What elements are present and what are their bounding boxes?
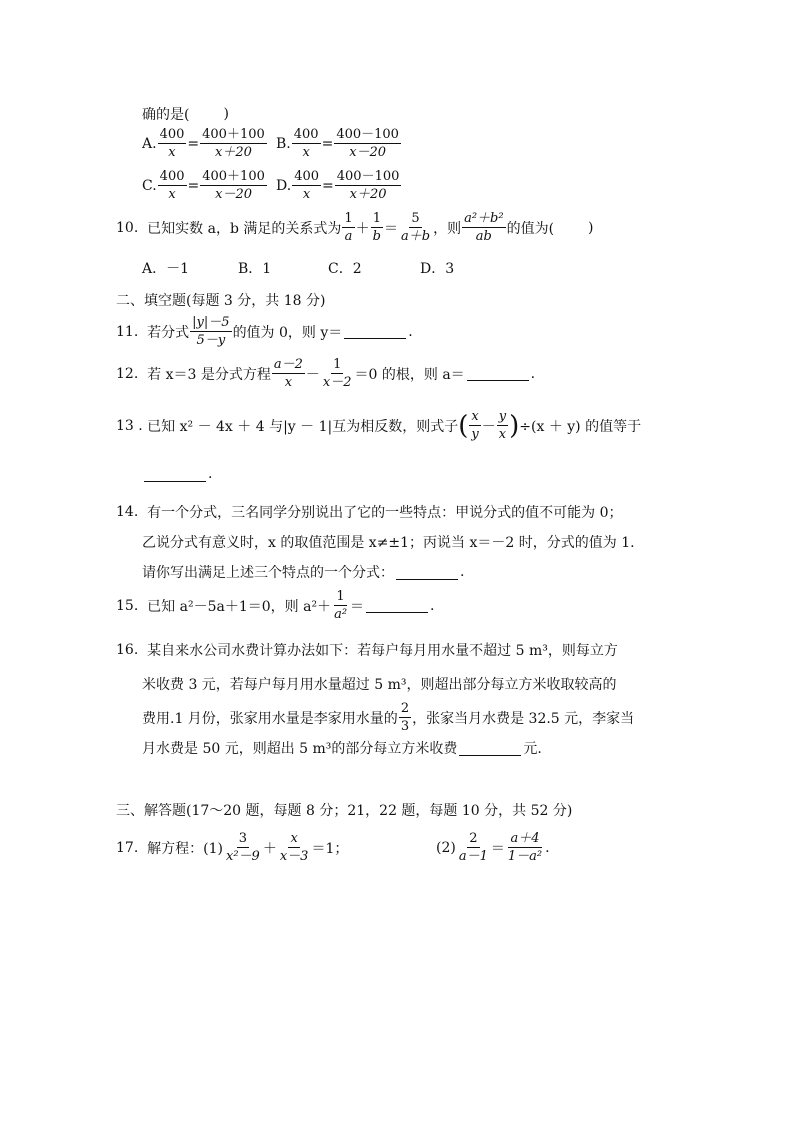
question-17-part-2: (2) $\frac{2}{a-1}$ ＝ $\frac{a+4}{\text{1－a²}}$ . <box>436 831 550 864</box>
fraction: $\frac{400}{x}$ <box>294 169 320 202</box>
answer-blank[interactable] <box>144 467 206 482</box>
question-14-line-3: 请你写出满足上述三个特点的一个分式： . <box>142 564 465 581</box>
question-14-line-1: 14. 有一个分式，三名同学分别说出了它的一些特点：甲说分式的值不可能为 0； <box>116 504 623 521</box>
question-13: 13 . 已知 x² － 4x ＋ 4 与|y － 1|互为相反数，则式子 ( $\frac{x}{y}$ － $\frac{y}{x}$ ) ÷(x ＋ y) 的值等于 <box>116 409 642 442</box>
q10-option-b: B．1 <box>238 261 272 277</box>
fraction: $\frac{x}{y}$ <box>471 409 479 442</box>
answer-blank[interactable] <box>344 324 406 339</box>
question-16-line-2: 米收费 3 元，若每户每月用水量超过 5 m³，则超出部分每立方米收取较高的 <box>142 677 617 693</box>
question-17-part-1: 17. 解方程：(1) $\frac{3}{\text{x²－9}}$ ＋ $\frac{x}{x-3}$ ＝1； <box>116 831 349 864</box>
answer-blank[interactable] <box>366 598 428 613</box>
fraction: $\frac{1}{b}$ <box>372 211 381 244</box>
q10-options <box>142 258 454 278</box>
question-14-line-2: 乙说分式有意义时，x 的取值范围是 x≠±1；丙说当 x＝－2 时，分式的值为 1. <box>142 535 635 551</box>
q10-option-d: D．3 <box>420 261 455 277</box>
fraction: $\frac{400+100}{x+20}$ <box>202 127 265 160</box>
fraction: $\frac{2}{3}$ <box>400 701 410 734</box>
fraction: $\frac{400+100}{x-20}$ <box>202 169 265 202</box>
q13-answer-line: . <box>142 466 212 482</box>
fraction: $\frac{1}{a}$ <box>344 211 353 244</box>
question-12: 12. 若 x＝3 是分式方程 $\frac{a-2}{x}$ － $\frac{1}{x-2}$ ＝0 的根，则 a＝ . <box>116 357 536 390</box>
q10-option-c: C．2 <box>328 261 362 277</box>
answer-blank[interactable] <box>467 366 529 381</box>
q9-option-a: A. $\frac{400}{x}$ = $\frac{400+100}{x+20}$ <box>142 127 265 160</box>
fraction: $\frac{x}{x-3}$ <box>279 831 309 864</box>
answer-blank[interactable] <box>459 741 521 756</box>
fraction: $\frac{|y|-5}{5-y}$ <box>192 315 230 348</box>
section-heading-fill-in: 二、填空题(每题 3 分，共 18 分) <box>116 293 326 309</box>
question-16-line-3: 费用.1 月份，张家用水量是李家用水量的 $\frac{2}{3}$ ，张家当月水费是 32.5 元，李家当 <box>142 701 635 734</box>
fraction: $\frac{y}{x}$ <box>498 409 507 442</box>
fraction: $\frac{400}{x}$ <box>159 169 185 202</box>
fraction: $\frac{3}{\text{x²－9}}$ <box>226 831 260 864</box>
fraction: $\frac{a+4}{\text{1－a²}}$ <box>507 831 543 864</box>
fraction: $\frac{2}{a-1}$ <box>458 831 488 864</box>
q9-option-c: C. $\frac{400}{x}$ = $\frac{400+100}{x-20}$ <box>142 169 265 202</box>
section-heading-solutions: 三、解答题(17～20 题，每题 8 分；21，22 题，每题 10 分，共 52 分) <box>116 803 573 819</box>
question-15: 15. 已知 a²－5a＋1＝0，则 a²＋ $\frac{1}{\text{a²}}$ ＝ . <box>116 589 435 622</box>
fraction: $\frac{a-2}{x}$ <box>273 357 303 390</box>
fraction: $\frac{1}{x-2}$ <box>322 357 352 390</box>
fraction: $\frac{1}{\text{a²}}$ <box>334 589 348 622</box>
q9-option-d: D. $\frac{400}{x}$ = $\frac{400-100}{x+20}$ <box>276 169 400 202</box>
q9-stem-tail: 确的是( ) <box>142 106 229 123</box>
fraction: $\frac{400}{x}$ <box>159 127 185 160</box>
answer-blank[interactable] <box>396 565 458 580</box>
question-16-line-1: 16. 某自来水公司水费计算办法如下：若每户每月用水量不超过 5 m³，则每立方 <box>116 642 618 659</box>
question-16-line-4: 月水费是 50 元，则超出 5 m³的部分每立方米收费 元. <box>142 741 542 757</box>
fraction: $\frac{400}{x}$ <box>293 127 319 160</box>
fraction: $\frac{400-100}{x+20}$ <box>336 169 400 202</box>
q9-option-b: B. $\frac{400}{x}$ = $\frac{400-100}{x-20}$ <box>276 127 399 160</box>
question-10: 10. 已知实数 a，b 满足的关系式为 $\frac{1}{a}$ ＋ $\frac{1}{b}$ ＝ $\frac{5}{a+b}$ ，则 $\frac{\text{a²＋b²}}{ab}$ 的值为( ) <box>116 211 594 244</box>
fraction: $\frac{5}{a+b}$ <box>401 211 431 244</box>
fraction: $\frac{\text{a²＋b²}}{ab}$ <box>464 211 504 244</box>
fraction: $\frac{400-100}{x-20}$ <box>336 127 399 160</box>
q10-option-a: A．－1 <box>142 261 190 277</box>
question-11: 11. 若分式 $\frac{|y|-5}{5-y}$ 的值为 0，则 y＝ . <box>116 315 413 348</box>
